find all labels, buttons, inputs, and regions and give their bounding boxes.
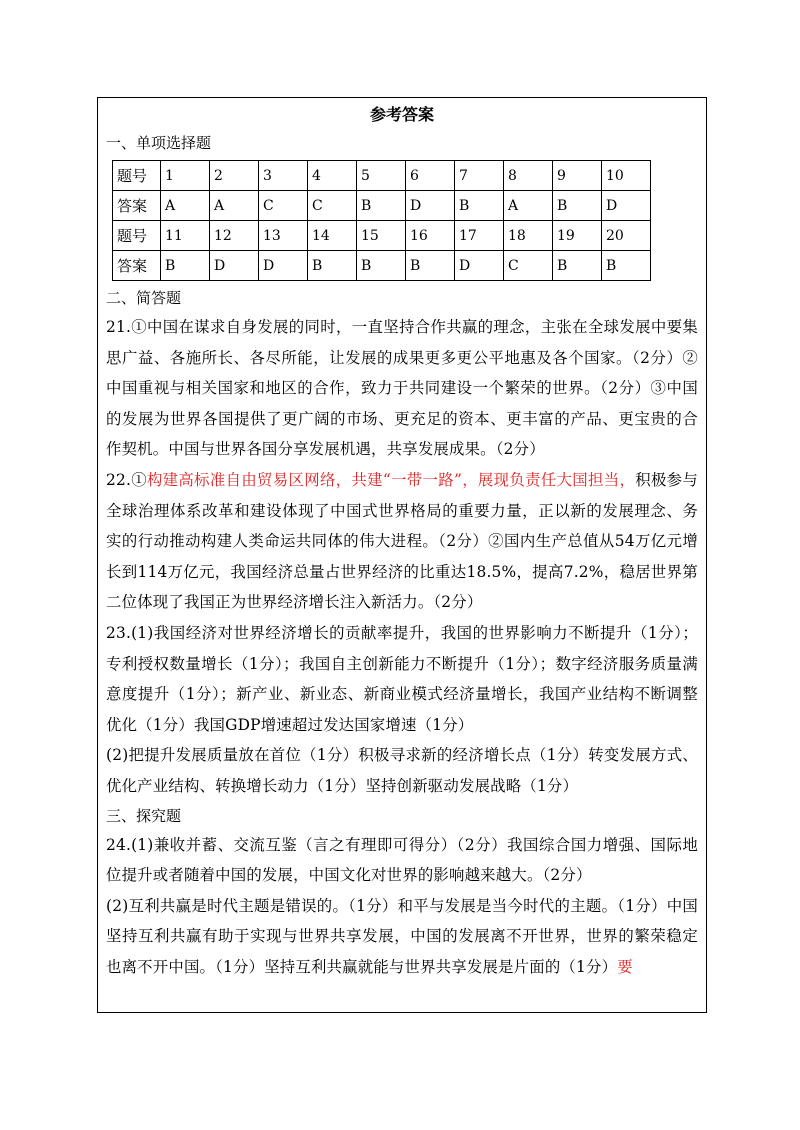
table-cell: C: [259, 191, 308, 221]
table-cell: C: [504, 251, 553, 281]
answer-q23-part1: 23.(1)我国经济对世界经济增长的贡献率提升，我国的世界影响力不断提升（1分）；专利授权数量增长（1分）；我国自主创新能力不断提升（1分）；数字经济服务质量满意度提升（1分）；新产业、新业态、新商业模式经济量增长，我国产业结构不断调整优化（1分）我国GDP增速超过发达国家增速（1分）: [106, 623, 698, 734]
table-cell: 9: [553, 161, 602, 191]
table-cell: 1: [161, 161, 210, 191]
table-cell: B: [406, 251, 455, 281]
answer-table: [112, 160, 651, 281]
table-row: [113, 221, 651, 251]
table-cell: 15: [357, 221, 406, 251]
table-cell: B: [455, 191, 504, 221]
table-cell: D: [259, 251, 308, 281]
table-cell: 16: [406, 221, 455, 251]
table-cell: B: [553, 191, 602, 221]
page-title: 参考答案: [369, 105, 434, 124]
table-cell: D: [602, 191, 651, 221]
table-cell: B: [357, 191, 406, 221]
answer-q24-part2: [106, 891, 698, 983]
answer-q24-part2-highlight: 要: [617, 957, 633, 976]
table-row: [113, 191, 651, 221]
table-cell: 10: [602, 161, 651, 191]
table-cell: 14: [308, 221, 357, 251]
table-row: [113, 161, 651, 191]
table-cell: D: [455, 251, 504, 281]
section-heading-short-answer: 二、简答题: [106, 289, 182, 307]
table-cell: A: [161, 191, 210, 221]
table-row: [113, 251, 651, 281]
answer-q22-highlight: 构建高标准自由贸易区网络，共建“一带一路”，展现负责任大国担当，: [146, 470, 636, 489]
answer-q22-prefix: 22.①: [106, 470, 147, 489]
table-cell: 7: [455, 161, 504, 191]
table-cell: B: [308, 251, 357, 281]
table-cell: 19: [553, 221, 602, 251]
table-row-label: 题号: [113, 161, 161, 191]
section-heading-inquiry: 三、探究题: [106, 806, 182, 825]
table-cell: 3: [259, 161, 308, 191]
table-cell: 5: [357, 161, 406, 191]
table-cell: 18: [504, 221, 553, 251]
answer-q21: 21.①中国在谋求自身发展的同时，一直坚持合作共赢的理念，主张在全球发展中要集思广益、各施所长、各尽所能，让发展的成果更多更公平地惠及各个国家。（2分）②中国重视与相关国家和地区的合作，致力于共同建设一个繁荣的世界。（2分）③中国的发展为世界各国提供了更广阔的市场、更充足的资本、更丰富的产品、更宝贵的合作契机。中国与世界各国分享发展机遇，共享发展成果。（2分）: [106, 318, 698, 459]
table-cell: 12: [210, 221, 259, 251]
answer-q22: [106, 465, 698, 618]
table-cell: A: [210, 191, 259, 221]
section-heading-single-choice: 一、单项选择题: [106, 134, 212, 152]
table-cell: 20: [602, 221, 651, 251]
table-cell: A: [504, 191, 553, 221]
table-cell: 8: [504, 161, 553, 191]
table-cell: 11: [161, 221, 210, 251]
table-row-label: 答案: [113, 251, 161, 281]
table-cell: B: [602, 251, 651, 281]
answer-q23-part2: (2)把提升发展质量放在首位（1分）积极寻求新的经济增长点（1分）转变发展方式、优化产业结构、转换增长动力（1分）坚持创新驱动发展战略（1分）: [106, 746, 698, 795]
answer-q24-part1: 24.(1)兼收并蓄、交流互鉴（言之有理即可得分）（2分）我国综合国力增强、国际地位提升或者随着中国的发展，中国文化对世界的影响越来越大。（2分）: [106, 835, 698, 885]
table-cell: D: [406, 191, 455, 221]
table-cell: D: [210, 251, 259, 281]
answer-q24-part2-text: (2)互利共赢是时代主题是错误的。（1分）和平与发展是当今时代的主题。（1分）中国坚持互利共赢有助于实现与世界共享发展，中国的发展离不开世界，世界的繁荣稳定也离不开中国。（1分）坚持互利共赢就能与世界共享发展是片面的（1分）: [106, 896, 698, 976]
table-cell: B: [357, 251, 406, 281]
table-cell: B: [161, 251, 210, 281]
table-cell: B: [553, 251, 602, 281]
table-cell: 17: [455, 221, 504, 251]
answer-key-frame: [97, 97, 707, 1013]
table-cell: 2: [210, 161, 259, 191]
table-cell: 4: [308, 161, 357, 191]
answer-q22-rest: 积极参与全球治理体系改革和建设体现了中国式世界格局的重要力量，正以新的发展理念、务实的行动推动构建人类命运共同体的伟大进程。（2分）②国内生产总值从54万亿元增长到114万亿元，我国经济总量占世界经济的比重达18.5%，提高7.2%，稳居世界第二位体现了我国正为世界经济增长注入新活力。（2分）: [106, 470, 698, 612]
table-cell: 13: [259, 221, 308, 251]
table-row-label: 答案: [113, 191, 161, 221]
table-row-label: 题号: [113, 221, 161, 251]
table-cell: C: [308, 191, 357, 221]
table-cell: 6: [406, 161, 455, 191]
